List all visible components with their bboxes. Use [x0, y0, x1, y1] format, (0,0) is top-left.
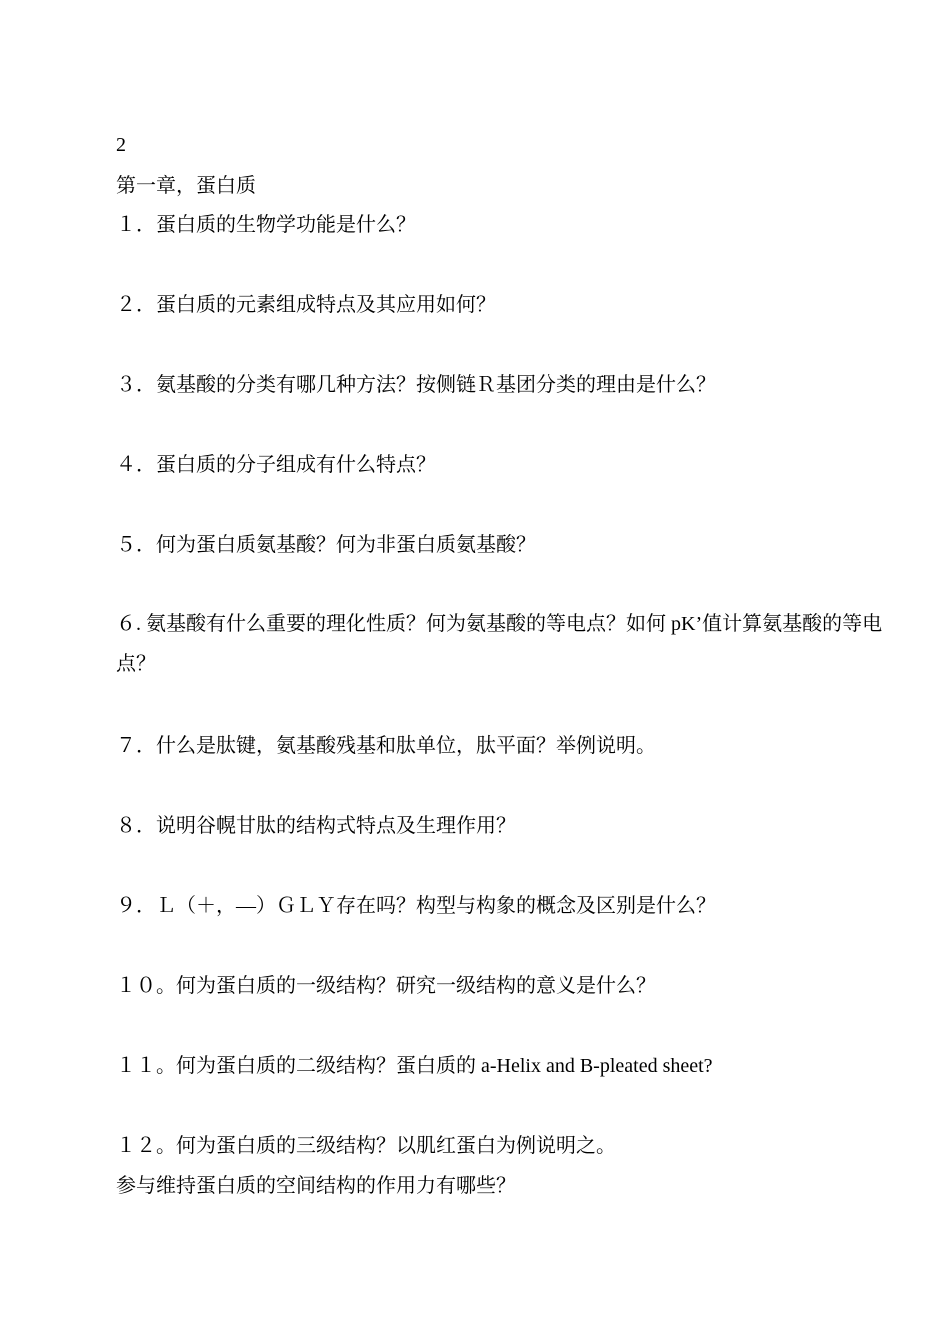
chapter-title: 第一章，蛋白质 [116, 175, 256, 197]
question-item: １．蛋白质的生物学功能是什么？ [116, 214, 416, 236]
question-item: ６. 氨基酸有什么重要的理化性质？何为氨基酸的等电点？如何 pK’值计算氨基酸的等电点？ [116, 613, 883, 675]
question-item: １１。何为蛋白质的二级结构？蛋白质的 a-Helix and B-pleated sheet? [116, 1055, 713, 1077]
question-item: ４．蛋白质的分子组成有什么特点？ [116, 454, 436, 476]
question-item: ９．Ｌ（＋，—）ＧＬＹ存在吗？构型与构象的概念及区别是什么？ [116, 895, 716, 917]
question-item: ８．说明谷幌甘肽的结构式特点及生理作用？ [116, 815, 516, 837]
page-number: 2 [116, 134, 126, 156]
question-item: ３．氨基酸的分类有哪几种方法？按侧链Ｒ基团分类的理由是什么？ [116, 374, 716, 396]
question-item: １２。何为蛋白质的三级结构？以肌红蛋白为例说明之。 [116, 1135, 616, 1157]
question-item: ７．什么是肽键，氨基酸残基和肽单位，肽平面？举例说明。 [116, 735, 656, 757]
follow-up-question: 参与维持蛋白质的空间结构的作用力有哪些？ [116, 1175, 516, 1197]
question-item: １０。何为蛋白质的一级结构？研究一级结构的意义是什么？ [116, 975, 656, 997]
question-item: ２．蛋白质的元素组成特点及其应用如何？ [116, 294, 496, 316]
question-item: ５．何为蛋白质氨基酸？何为非蛋白质氨基酸？ [116, 534, 536, 556]
